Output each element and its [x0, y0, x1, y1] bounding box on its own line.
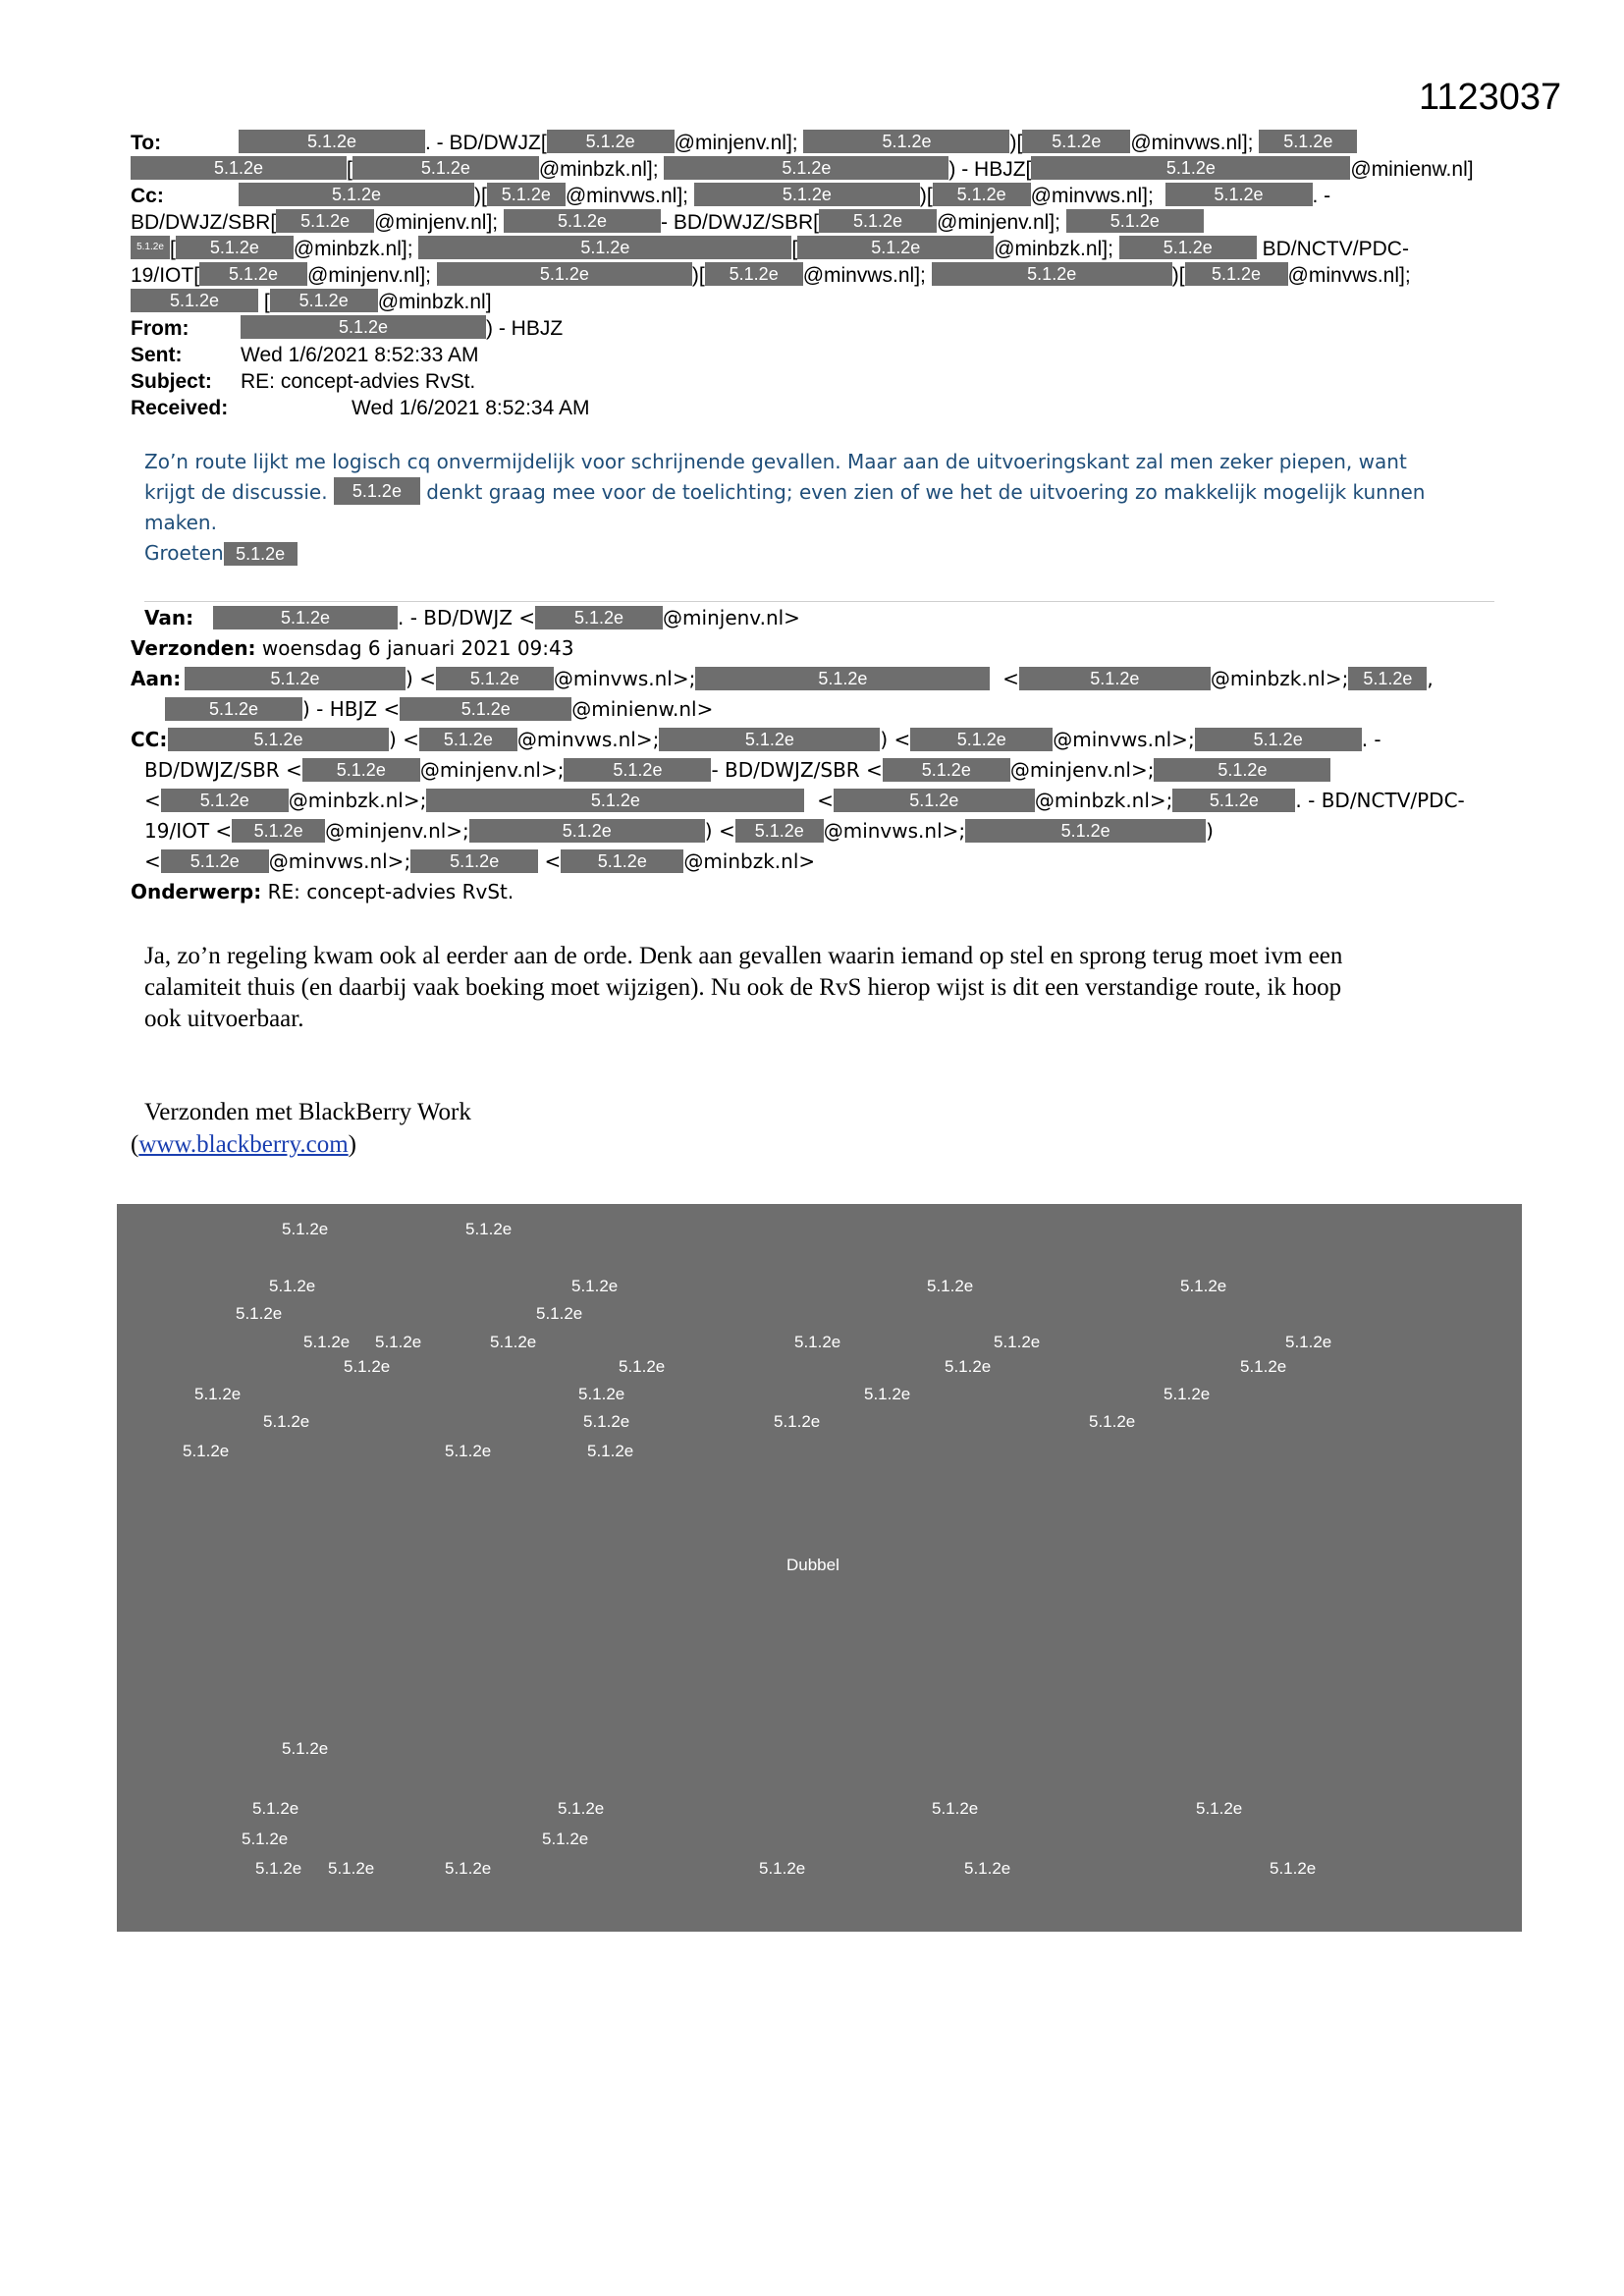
redaction: 5.1.2e: [1031, 156, 1350, 180]
subject-label: Subject:: [131, 370, 212, 393]
redaction-label: 5.1.2e: [303, 1333, 351, 1351]
subject-value: RE: concept-advies RvSt.: [241, 370, 476, 393]
forwarded-header: [131, 603, 1495, 907]
text-fragment: <: [817, 789, 834, 812]
email-domain: @minjenv.nl];: [307, 264, 432, 287]
text-fragment: krijgt de discussie.: [144, 480, 328, 504]
redaction-label: 5.1.2e: [1164, 1385, 1211, 1403]
text-fragment: <: [144, 849, 161, 873]
redaction: 5.1.2e: [410, 849, 538, 873]
redaction-label: 5.1.2e: [328, 1859, 375, 1878]
redaction-label: 5.1.2e: [445, 1859, 492, 1878]
greeting-text: Groeten: [144, 541, 224, 565]
received-line: [131, 395, 1495, 421]
redaction-label: 5.1.2e: [571, 1277, 619, 1295]
redaction: 5.1.2e: [1022, 130, 1130, 153]
redaction-label: 5.1.2e: [1089, 1412, 1136, 1431]
redaction-label: 5.1.2e: [759, 1859, 806, 1878]
text-fragment: [: [791, 238, 798, 260]
redaction: 5.1.2e: [213, 606, 398, 629]
email-domain: @minvws.nl];: [1130, 132, 1254, 154]
email-domain: @minbzk.nl>;: [1034, 789, 1173, 812]
redaction: 5.1.2e: [1185, 262, 1288, 286]
redaction: 5.1.2e: [910, 728, 1053, 751]
redaction-label: 5.1.2e: [490, 1333, 537, 1351]
text-fragment: . - BD/DWJZ[: [425, 132, 547, 154]
redaction-label: 5.1.2e: [794, 1333, 841, 1351]
redaction-label: 5.1.2e: [1196, 1799, 1243, 1818]
redaction-label: 5.1.2e: [1180, 1277, 1227, 1295]
blackberry-link[interactable]: www.blackberry.com: [138, 1131, 349, 1158]
redaction-label: 5.1.2e: [236, 1304, 283, 1323]
sent-line: [131, 342, 1495, 368]
email-domain: @minbzk.nl>;: [288, 789, 427, 812]
text-fragment: . - BD/DWJZ <: [398, 606, 536, 629]
text-fragment: ,: [1427, 667, 1434, 690]
text-fragment: <: [544, 849, 562, 873]
reply-line-2: [144, 477, 1489, 508]
text-fragment: BD/NCTV/PDC-: [1262, 238, 1409, 260]
fwd-cc-line-2: [131, 755, 1495, 786]
redaction: 5.1.2e: [436, 667, 554, 690]
to-line-2: [131, 156, 1495, 183]
email-domain: @minbzk.nl];: [994, 238, 1113, 260]
message-line-3: ook uitvoerbaar.: [144, 1006, 304, 1032]
email-domain: @minvws.nl>;: [1053, 728, 1195, 751]
reply-greeting: [144, 538, 1489, 569]
redaction-label: 5.1.2e: [578, 1385, 625, 1403]
reply-line-3: maken.: [144, 511, 217, 534]
text-fragment: [: [263, 291, 270, 313]
from-suffix: ) - HBJZ: [486, 317, 564, 340]
message-line-2: calamiteit thuis (en daarbij vaak boeking moet wijzigen). Nu ook de RvS hierop wijst is dit een verstandige route, ik hoop: [144, 974, 1342, 1001]
redaction-label: 5.1.2e: [263, 1412, 310, 1431]
redaction: 5.1.2e: [933, 183, 1031, 206]
redaction: 5.1.2e: [168, 728, 389, 751]
email-domain: @minjenv.nl];: [374, 211, 499, 234]
sent-value: Wed 1/6/2021 8:52:33 AM: [241, 344, 479, 366]
email-domain: @minjenv.nl];: [674, 132, 798, 154]
redaction: 5.1.2e: [199, 262, 307, 286]
redaction: 5.1.2e: [694, 183, 920, 206]
text-fragment: [: [347, 158, 352, 181]
text-fragment: ) - HBJZ[: [948, 158, 1032, 181]
redaction-label: 5.1.2e: [255, 1859, 302, 1878]
email-domain: @minvws.nl>;: [553, 667, 696, 690]
reply-line-1: Zo’n route lijkt me logisch cq onvermijdelijk voor schrijnende gevallen. Maar aan de uitvoeringskant zal men zeker piepen, want: [144, 450, 1407, 473]
redaction-label: 5.1.2e: [927, 1277, 974, 1295]
text-fragment: )[: [474, 185, 487, 207]
text-fragment: ): [1206, 819, 1214, 843]
redaction-label: 5.1.2e: [1270, 1859, 1317, 1878]
email-domain: @minvws.nl];: [802, 264, 926, 287]
redaction: 5.1.2e: [735, 819, 824, 843]
text-fragment: BD/DWJZ/SBR <: [144, 758, 302, 782]
redaction-label: 5.1.2e: [619, 1357, 666, 1376]
onderwerp-value: RE: concept-advies RvSt.: [267, 880, 514, 903]
received-value: Wed 1/6/2021 8:52:34 AM: [352, 397, 590, 419]
email-domain: @minvws.nl];: [565, 185, 688, 207]
redaction: 5.1.2e: [232, 819, 325, 843]
email-domain: @minjenv.nl>;: [325, 819, 469, 843]
verzonden-value: woensdag 6 januari 2021 09:43: [261, 636, 574, 660]
text-fragment: - BD/DWJZ/SBR <: [711, 758, 883, 782]
email-domain: @minvws.nl>;: [823, 819, 966, 843]
redaction: 5.1.2e: [161, 789, 289, 812]
redaction-label: 5.1.2e: [774, 1412, 821, 1431]
cc-line-4: [131, 262, 1495, 289]
redaction-label: 5.1.2e: [465, 1220, 513, 1238]
redaction-label: 5.1.2e: [282, 1739, 329, 1758]
text-fragment: . -: [1312, 185, 1331, 207]
redacted-block: [117, 1204, 1522, 1932]
redaction-label: 5.1.2e: [1240, 1357, 1287, 1376]
redaction: 5.1.2e: [695, 667, 990, 690]
redaction: 5.1.2e: [664, 156, 948, 180]
redaction: 5.1.2e: [1165, 183, 1313, 206]
cc-line-3: [131, 236, 1495, 262]
text-fragment: <: [1002, 667, 1019, 690]
cc-line-5: [131, 289, 1495, 315]
redaction: 5.1.2e: [419, 728, 517, 751]
text-fragment: )[: [1009, 132, 1023, 154]
email-domain: @minjenv.nl>;: [1009, 758, 1155, 782]
redaction: 5.1.2e: [1172, 789, 1295, 812]
text-fragment: )[: [691, 264, 705, 287]
redaction: 5.1.2e: [437, 262, 692, 286]
text-fragment: )[: [1171, 264, 1185, 287]
redaction: 5.1.2e: [131, 289, 258, 312]
redaction: 5.1.2e: [803, 130, 1009, 153]
redaction: 5.1.2e: [932, 262, 1172, 286]
text-fragment: [: [170, 238, 176, 260]
verzonden-label: Verzonden:: [131, 636, 256, 660]
text-fragment: . - BD/NCTV/PDC-: [1295, 789, 1465, 812]
redaction-label: 5.1.2e: [964, 1859, 1011, 1878]
cc-line-1: [131, 183, 1495, 209]
signature: Verzonden met BlackBerry Work: [144, 1099, 471, 1125]
redaction: 5.1.2e: [352, 156, 539, 180]
redaction: 5.1.2e: [965, 819, 1206, 843]
redaction: 5.1.2e: [1259, 130, 1357, 153]
redaction: 5.1.2e: [241, 315, 486, 339]
text-fragment: ) - HBJZ <: [302, 697, 401, 721]
redaction-label: 5.1.2e: [252, 1799, 299, 1818]
redaction-label: 5.1.2e: [242, 1830, 289, 1848]
message-line-1: Ja, zo’n regeling kwam ook al eerder aan de orde. Denk aan gevallen waarin iemand op stel en sprong terug moet ivm een: [144, 943, 1343, 969]
redaction: 5.1.2e: [239, 130, 425, 153]
fwd-cc-line-3: [131, 786, 1495, 816]
redaction: 5.1.2e: [561, 849, 683, 873]
text-fragment: <: [144, 789, 161, 812]
redaction-label: 5.1.2e: [375, 1333, 422, 1351]
van-label: Van:: [144, 606, 194, 629]
cc-label: Cc:: [131, 185, 164, 207]
redaction-label: 5.1.2e: [194, 1385, 242, 1403]
cc-label: CC:: [131, 728, 168, 751]
redaction: 5.1.2e: [418, 236, 791, 259]
to-line-1: [131, 130, 1495, 156]
paren-open: (: [131, 1131, 139, 1158]
redaction: 5.1.2e: [1119, 236, 1257, 259]
fwd-cc-line-1: [131, 725, 1495, 755]
redaction: 5.1.2e: [504, 209, 661, 233]
redaction: 5.1.2e: [239, 183, 474, 206]
redaction: 5.1.2e: [334, 477, 420, 505]
from-line: [131, 315, 1495, 342]
redaction: 5.1.2e: [224, 542, 298, 566]
email-domain: @minienw.nl]: [1350, 158, 1474, 181]
redaction: 5.1.2e: [469, 819, 705, 843]
onderwerp-label: Onderwerp:: [131, 880, 262, 903]
redaction-label: 5.1.2e: [445, 1442, 492, 1460]
redaction: 5.1.2e: [705, 262, 803, 286]
email-domain: @minienw.nl>: [571, 697, 714, 721]
from-label: From:: [131, 317, 189, 340]
aan-label: Aan:: [131, 667, 182, 690]
text-fragment: 19/IOT[: [131, 264, 200, 287]
text-fragment: ) <: [389, 728, 419, 751]
email-domain: @minvws.nl>;: [268, 849, 411, 873]
redaction: 5.1.2e: [131, 156, 347, 180]
redaction: 5.1.2e: [1066, 209, 1204, 233]
email-domain: @minbzk.nl>;: [1210, 667, 1349, 690]
fwd-cc-line-5: [131, 847, 1495, 877]
text-fragment: )[: [919, 185, 933, 207]
redaction: 5.1.2e: [883, 758, 1010, 782]
text-fragment: . -: [1361, 728, 1381, 751]
email-domain: @minbzk.nl>: [683, 849, 816, 873]
to-label: To:: [131, 132, 162, 154]
redaction: 5.1.2e: [276, 209, 374, 233]
verzonden-line: [131, 633, 1495, 664]
email-domain: @minbzk.nl];: [538, 158, 659, 181]
redaction: 5.1.2e: [1019, 667, 1211, 690]
redaction-label: 5.1.2e: [344, 1357, 391, 1376]
text-fragment: - BD/DWJZ/SBR[: [661, 211, 819, 234]
email-domain: @minvws.nl];: [1030, 185, 1154, 207]
redaction: 5.1.2e: [302, 758, 420, 782]
text-fragment: denkt graag mee voor de toelichting; even zien of we het de uitvoering zo makkelijk mogelijk kunnen: [426, 480, 1426, 504]
redaction-label: 5.1.2e: [282, 1220, 329, 1238]
email-domain: @minjenv.nl>: [663, 606, 800, 629]
email-domain: @minjenv.nl];: [937, 211, 1060, 234]
redaction: 5.1.2e: [161, 849, 269, 873]
email-domain: @minvws.nl>;: [516, 728, 660, 751]
redaction: 5.1.2e: [535, 606, 663, 629]
email-domain: @minjenv.nl>;: [419, 758, 565, 782]
aan-line-2: [131, 694, 1495, 725]
email-domain: @minvws.nl];: [1287, 264, 1411, 287]
redaction-label: 5.1.2e: [1285, 1333, 1332, 1351]
redaction: 5.1.2e: [131, 236, 170, 259]
message-body: [144, 941, 1499, 1035]
cc-line-2: [131, 209, 1495, 236]
fwd-cc-line-4: [131, 816, 1495, 847]
subject-line: [131, 368, 1495, 395]
reply-body: [144, 447, 1489, 569]
redaction-label: 5.1.2e: [542, 1830, 589, 1848]
text-fragment: ) <: [880, 728, 911, 751]
redaction-label: 5.1.2e: [583, 1412, 630, 1431]
redaction: 5.1.2e: [1348, 667, 1427, 690]
redaction: 5.1.2e: [564, 758, 711, 782]
redaction: 5.1.2e: [1195, 728, 1362, 751]
email-header: [131, 130, 1495, 421]
redaction: 5.1.2e: [400, 697, 571, 721]
redaction-label: 5.1.2e: [183, 1442, 230, 1460]
redaction-label: 5.1.2e: [269, 1277, 316, 1295]
redaction: 5.1.2e: [176, 236, 294, 259]
aan-line-1: [131, 664, 1495, 694]
received-label: Received:: [131, 397, 229, 419]
divider: [144, 601, 1494, 602]
onderwerp-line: [131, 877, 1495, 907]
signature-link-line: [131, 1129, 356, 1161]
redaction-label: 5.1.2e: [864, 1385, 911, 1403]
text-fragment: 19/IOT <: [144, 819, 233, 843]
redaction-label: 5.1.2e: [587, 1442, 634, 1460]
text-fragment: BD/DWJZ/SBR[: [131, 211, 277, 234]
redaction-label: 5.1.2e: [945, 1357, 992, 1376]
redaction: 5.1.2e: [185, 667, 406, 690]
redaction: 5.1.2e: [426, 789, 804, 812]
redaction-label: 5.1.2e: [558, 1799, 605, 1818]
paren-close: ): [348, 1131, 356, 1158]
redaction: 5.1.2e: [165, 697, 302, 721]
redaction: 5.1.2e: [270, 289, 378, 312]
sent-label: Sent:: [131, 344, 183, 366]
redaction-label: 5.1.2e: [994, 1333, 1041, 1351]
document-id: 1123037: [1419, 77, 1562, 118]
redaction-label: 5.1.2e: [536, 1304, 583, 1323]
email-domain: @minbzk.nl];: [293, 238, 413, 260]
redaction: 5.1.2e: [1154, 758, 1330, 782]
redaction: 5.1.2e: [547, 130, 675, 153]
text-fragment: ) <: [406, 667, 436, 690]
redaction-label: 5.1.2e: [932, 1799, 979, 1818]
redaction: 5.1.2e: [834, 789, 1035, 812]
dubbel-label: Dubbel: [786, 1556, 839, 1574]
redaction: 5.1.2e: [797, 236, 994, 259]
redaction: 5.1.2e: [819, 209, 937, 233]
text-fragment: ) <: [704, 819, 735, 843]
redaction: 5.1.2e: [487, 183, 566, 206]
email-domain: @minbzk.nl]: [377, 291, 492, 313]
redaction: 5.1.2e: [659, 728, 880, 751]
van-line: [131, 603, 1495, 633]
